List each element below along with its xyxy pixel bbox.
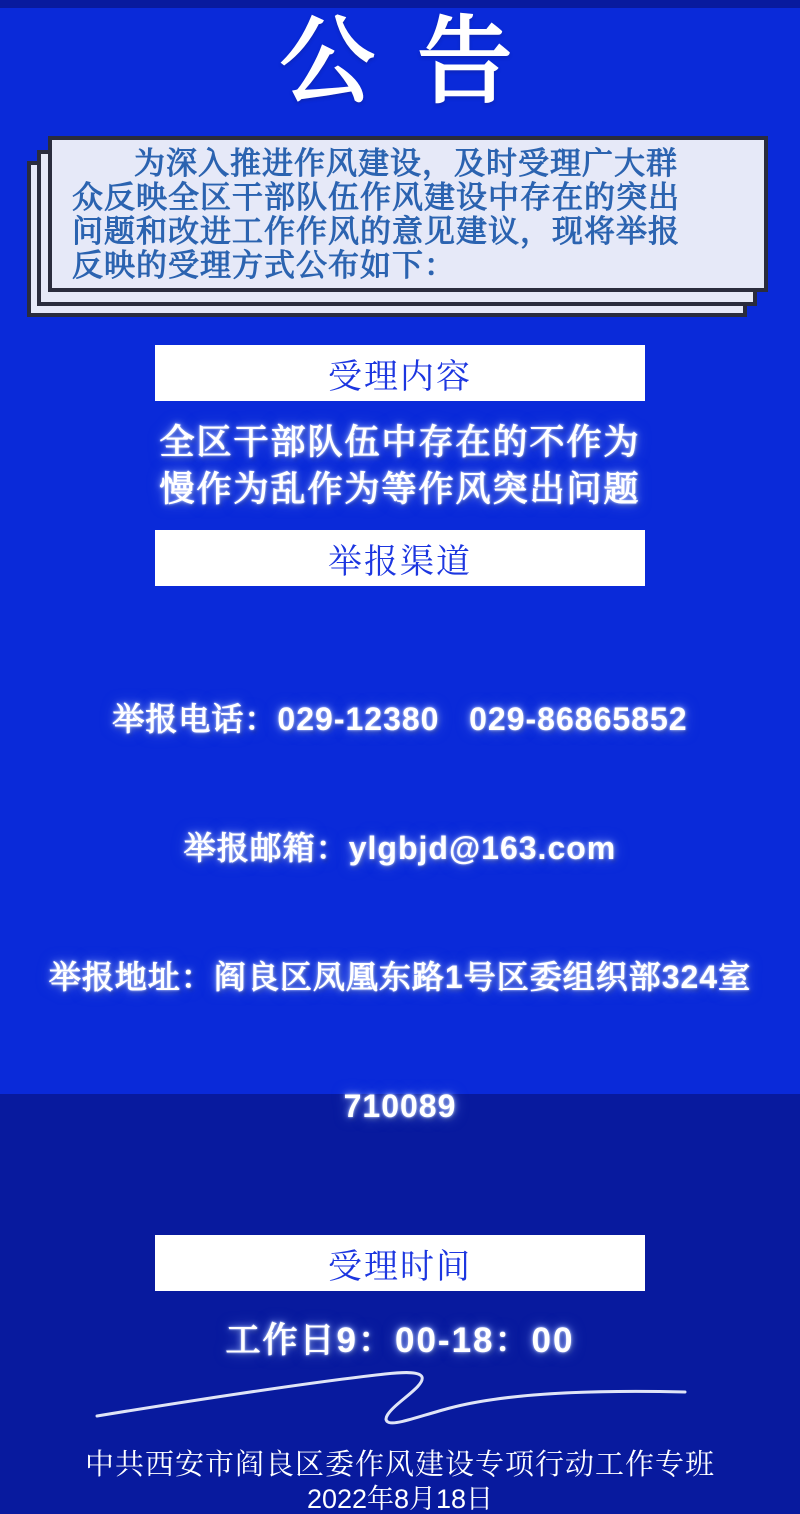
footer-date: 2022年8月18日: [306, 1484, 494, 1514]
accept-content-line: 全区干部队伍中存在的不作为: [159, 423, 641, 462]
intro-text-line: 众反映全区干部队伍作风建设中存在的突出: [72, 180, 680, 215]
accept-time-value: 工作日9：00-18：00: [225, 1321, 575, 1360]
intro-text-line: 反映的受理方式公布如下：: [72, 248, 456, 283]
report-phone-line: 举报电话：029-12380 029-86865852: [112, 701, 688, 737]
intro-card-stack: [48, 136, 768, 292]
poster-title: 公 告: [279, 9, 521, 115]
section-heading-accept-content: 受理内容: [328, 357, 472, 396]
poster-footer: [0, 1448, 800, 1514]
report-address-line: 举报地址：阎良区凤凰东路1号区委组织部324室: [48, 959, 752, 995]
intro-text-line: 为深入推进作风建设，及时受理广大群: [134, 146, 678, 181]
section-heading-accept-time: 受理时间: [328, 1247, 472, 1286]
report-email-line: 举报邮箱：ylgbjd@163.com: [183, 830, 617, 866]
footer-organization: 中共西安市阎良区委作风建设专项行动工作专班: [84, 1449, 715, 1481]
announcement-poster: [0, 8, 800, 1514]
intro-card: [48, 136, 768, 292]
accept-content-line: 慢作为乱作为等作风突出问题: [159, 470, 641, 509]
section-banner-accept-time: [155, 1235, 645, 1291]
section-heading-report-channels: 举报渠道: [328, 542, 472, 581]
intro-text-line: 问题和改进工作作风的意见建议，现将举报: [72, 214, 680, 249]
report-channels-body: [0, 612, 800, 1214]
accept-content-body: [0, 419, 800, 513]
section-banner-accept-content: [155, 345, 645, 401]
report-postcode: 710089: [343, 1088, 457, 1124]
section-banner-report-channels: [155, 530, 645, 586]
